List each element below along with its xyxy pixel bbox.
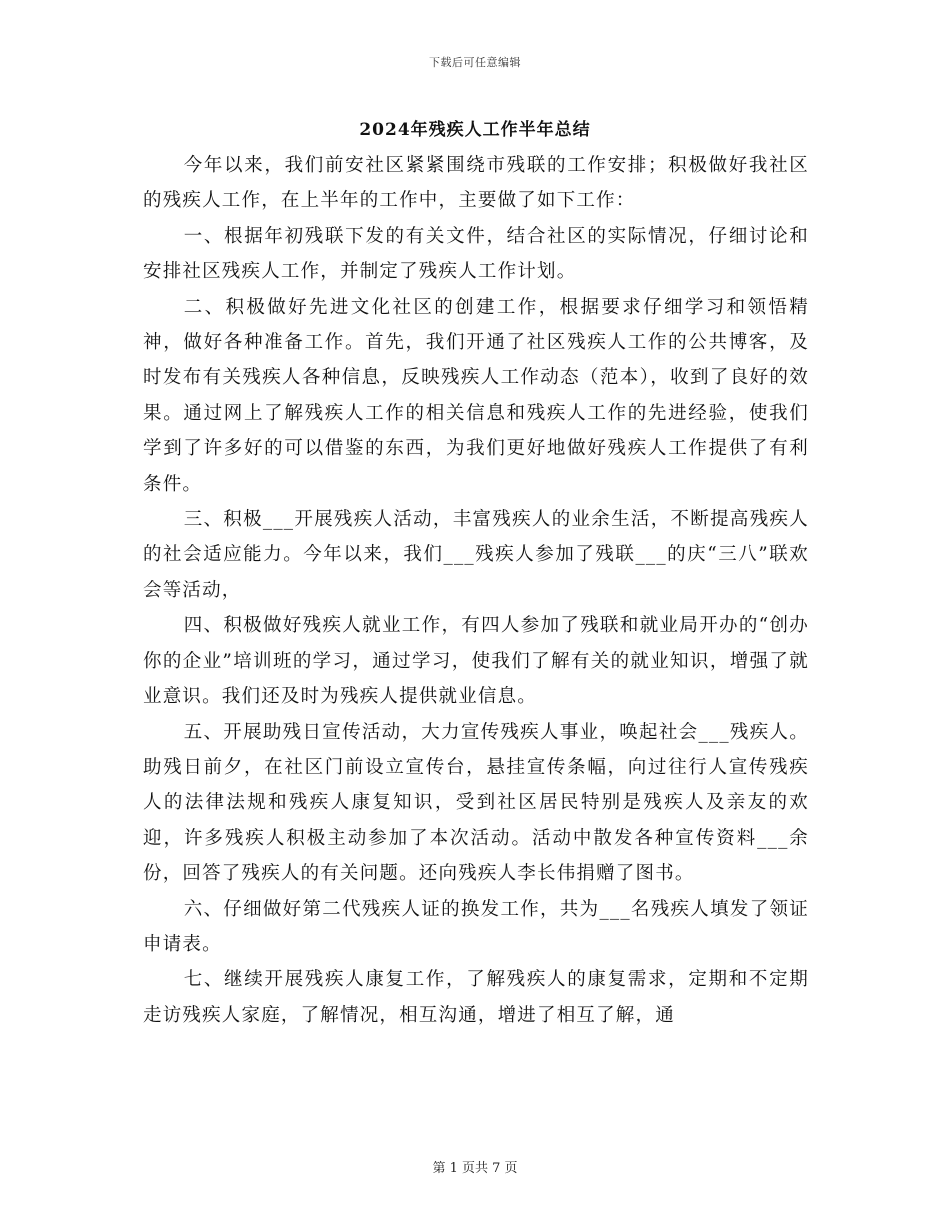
paragraph-item-3: 三、积极___开展残疾人活动，丰富残疾人的业余生活，不断提高残疾人的社会适应能力。今年以来，我们___残疾人参加了残联___的庆“三八”联欢会等活动，: [143, 509, 809, 601]
document-body: [143, 148, 809, 1033]
paragraph-item-7: 七、继续开展残疾人康复工作，了解残疾人的康复需求，定期和不定期走访残疾人家庭，了解情况，相互沟通，增进了相互了解，通: [143, 969, 809, 1026]
header-note: 下载后可任意编辑: [429, 56, 521, 69]
paragraph-item-6: 六、仔细做好第二代残疾人证的换发工作，共为___名残疾人填发了领证申请表。: [143, 898, 809, 955]
page-number-footer: 第 1 页共 7 页: [432, 1161, 518, 1176]
document-title: 2024年残疾人工作半年总结: [359, 120, 591, 140]
paragraph-intro: 今年以来，我们前安社区紧紧围绕市残联的工作安排；积极做好我社区的残疾人工作，在上半年的工作中，主要做了如下工作：: [143, 155, 809, 212]
paragraph-item-4: 四、积极做好残疾人就业工作，有四人参加了残联和就业局开办的“创办你的企业”培训班的学习，通过学习，使我们了解有关的就业知识，增强了就业意识。我们还及时为残疾人提供就业信息。: [143, 615, 809, 708]
paragraph-item-1: 一、根据年初残联下发的有关文件，结合社区的实际情况，仔细讨论和安排社区残疾人工作，并制定了残疾人工作计划。: [143, 225, 809, 283]
paragraph-item-5: 五、开展助残日宣传活动，大力宣传残疾人事业，唤起社会___残疾人。助残日前夕，在社区门前设立宣传台，悬挂宣传条幅，向过往行人宣传残疾人的法律法规和残疾人康复知识，受到社区居民特别是残疾人及亲友的欢迎，许多残疾人积极主动参加了本次活动。活动中散发各种宣传资料___余份，回答了残疾人的有关问题。还向残疾人李长伟捐赠了图书。: [143, 721, 809, 885]
paragraph-item-2: 二、积极做好先进文化社区的创建工作，根据要求仔细学习和领悟精神，做好各种准备工作。首先，我们开通了社区残疾人工作的公共博客，及时发布有关残疾人各种信息，反映残疾人工作动态（范本），收到了良好的效果。通过网上了解残疾人工作的相关信息和残疾人工作的先进经验，使我们学到了许多好的可以借鉴的东西，为我们更好地做好残疾人工作提供了有利条件。: [143, 296, 809, 495]
